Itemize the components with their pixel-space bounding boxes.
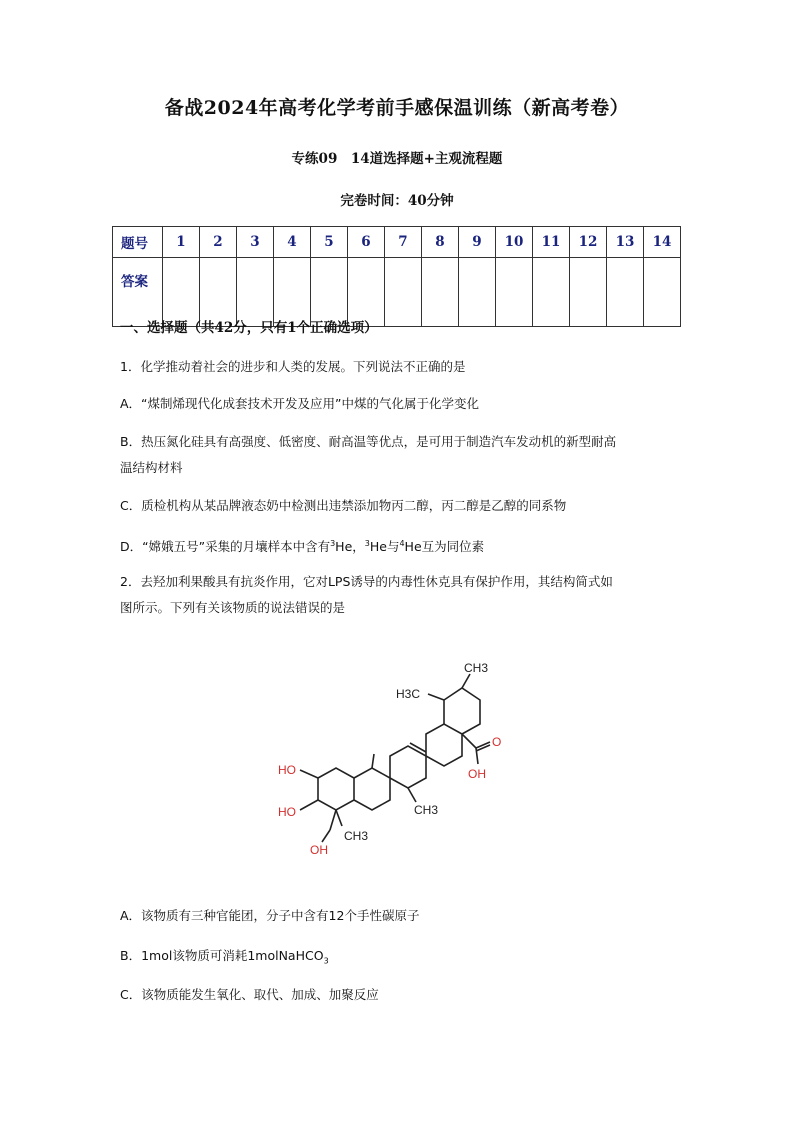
q1-option-c: C．质检机构从某品牌液态奶中检测出违禁添加物丙二醇，丙二醇是乙醇的同系物 — [120, 498, 567, 513]
molecule-structure — [270, 660, 510, 860]
page-title: 备战2024年高考化学考前手感保温训练（新高考卷） — [164, 97, 630, 119]
question-number: 2 — [200, 227, 237, 258]
q1-option-b-cont: 温结构材料 — [120, 460, 183, 475]
q1-d-mass-number: 3 — [330, 539, 336, 548]
answer-cell[interactable] — [607, 258, 644, 327]
methyl-label: H3C — [396, 687, 421, 701]
answer-cell[interactable] — [459, 258, 496, 327]
question-number: 1 — [163, 227, 200, 258]
question-number: 4 — [274, 227, 311, 258]
q2-option-a: A．该物质有三种官能团，分子中含有12个手性碳原子 — [120, 908, 420, 923]
q1-d-text: He互为同位素 — [404, 539, 485, 555]
q1-d-mass-number: 4 — [399, 539, 405, 548]
answer-cell[interactable] — [385, 258, 422, 327]
q1-stem: 1．化学推动着社会的进步和人类的发展。下列说法不正确的是 — [120, 359, 466, 374]
ring-b — [354, 768, 390, 810]
answer-table-header-row — [113, 227, 681, 258]
q1-d-text: D．“嫦娥五号”采集的月壤样本中含有 — [120, 539, 331, 555]
answer-cell[interactable] — [570, 258, 607, 327]
q1-d-mass-number: 3 — [364, 539, 370, 548]
hydroxyl-label: HO — [278, 805, 296, 819]
q2-b-text: B．1mol该物质可消耗1molNaHCO — [120, 948, 324, 963]
time-limit: 完卷时间：40分钟 — [340, 193, 454, 209]
q1-option-a: A．“煤制烯现代化成套技术开发及应用”中煤的气化属于化学变化 — [120, 396, 480, 411]
ch2oh-bond — [322, 830, 330, 842]
methyl-label: CH3 — [414, 803, 439, 817]
methyl-bond — [336, 810, 342, 826]
q2-stem-cont: 图所示。下列有关该物质的说法错误的是 — [120, 600, 346, 615]
q2-option-c: C．该物质能发生氧化、取代、加成、加聚反应 — [120, 987, 379, 1002]
methyl-bond — [462, 674, 470, 688]
q2-option-b — [120, 943, 680, 975]
question-number: 12 — [570, 227, 607, 258]
ring-a — [318, 768, 354, 810]
question-number: 13 — [607, 227, 644, 258]
question-number: 5 — [311, 227, 348, 258]
question-number: 6 — [348, 227, 385, 258]
answer-cell[interactable] — [533, 258, 570, 327]
ring-d — [426, 724, 462, 766]
answer-cell[interactable] — [496, 258, 533, 327]
q2-stem: 2．去羟加利果酸具有抗炎作用，它对LPS诱导的内毒性休克具有保护作用，其结构简式如 — [120, 574, 613, 589]
q1-d-text: He与 — [369, 539, 400, 555]
question-number: 10 — [496, 227, 533, 258]
page-subtitle: 专练09 14道选择题+主观流程题 — [291, 151, 503, 167]
q1-option-d — [120, 531, 680, 560]
oxygen-label: O — [492, 735, 502, 749]
hydroxyl-label: OH — [468, 767, 486, 781]
hydroxyl-bond — [300, 770, 318, 778]
question-number: 8 — [422, 227, 459, 258]
question-number: 11 — [533, 227, 570, 258]
answer-label: 答案 — [113, 258, 163, 327]
hydroxyl-label: OH — [310, 843, 328, 857]
section-heading: 一、选择题（共42分，只有1个正确选项） — [120, 320, 378, 336]
q1-option-b: B．热压氮化硅具有高强度、低密度、耐高温等优点，是可用于制造汽车发动机的新型耐高 — [120, 434, 617, 449]
carboxyl-bond — [462, 734, 476, 748]
question-number-label: 题号 — [113, 227, 163, 258]
methyl-bond — [372, 754, 374, 768]
question-number: 3 — [237, 227, 274, 258]
methyl-label: CH3 — [344, 829, 369, 843]
hydroxyl-bond — [300, 800, 318, 810]
question-number: 14 — [644, 227, 681, 258]
methyl-bond — [428, 694, 444, 700]
methyl-bond — [408, 788, 416, 802]
answer-cell[interactable] — [422, 258, 459, 327]
q2-b-subscript: 3 — [323, 956, 329, 966]
answer-table — [112, 226, 681, 327]
ring-c — [390, 746, 426, 788]
question-number: 9 — [459, 227, 496, 258]
carbonyl-bond — [476, 742, 490, 748]
carbonyl-bond — [476, 745, 490, 751]
q1-d-text: He， — [335, 539, 365, 555]
hydroxyl-label: HO — [278, 763, 296, 777]
answer-cell[interactable] — [644, 258, 681, 327]
ch2oh-bond — [330, 810, 336, 830]
methyl-label: CH3 — [464, 661, 489, 675]
question-number: 7 — [385, 227, 422, 258]
